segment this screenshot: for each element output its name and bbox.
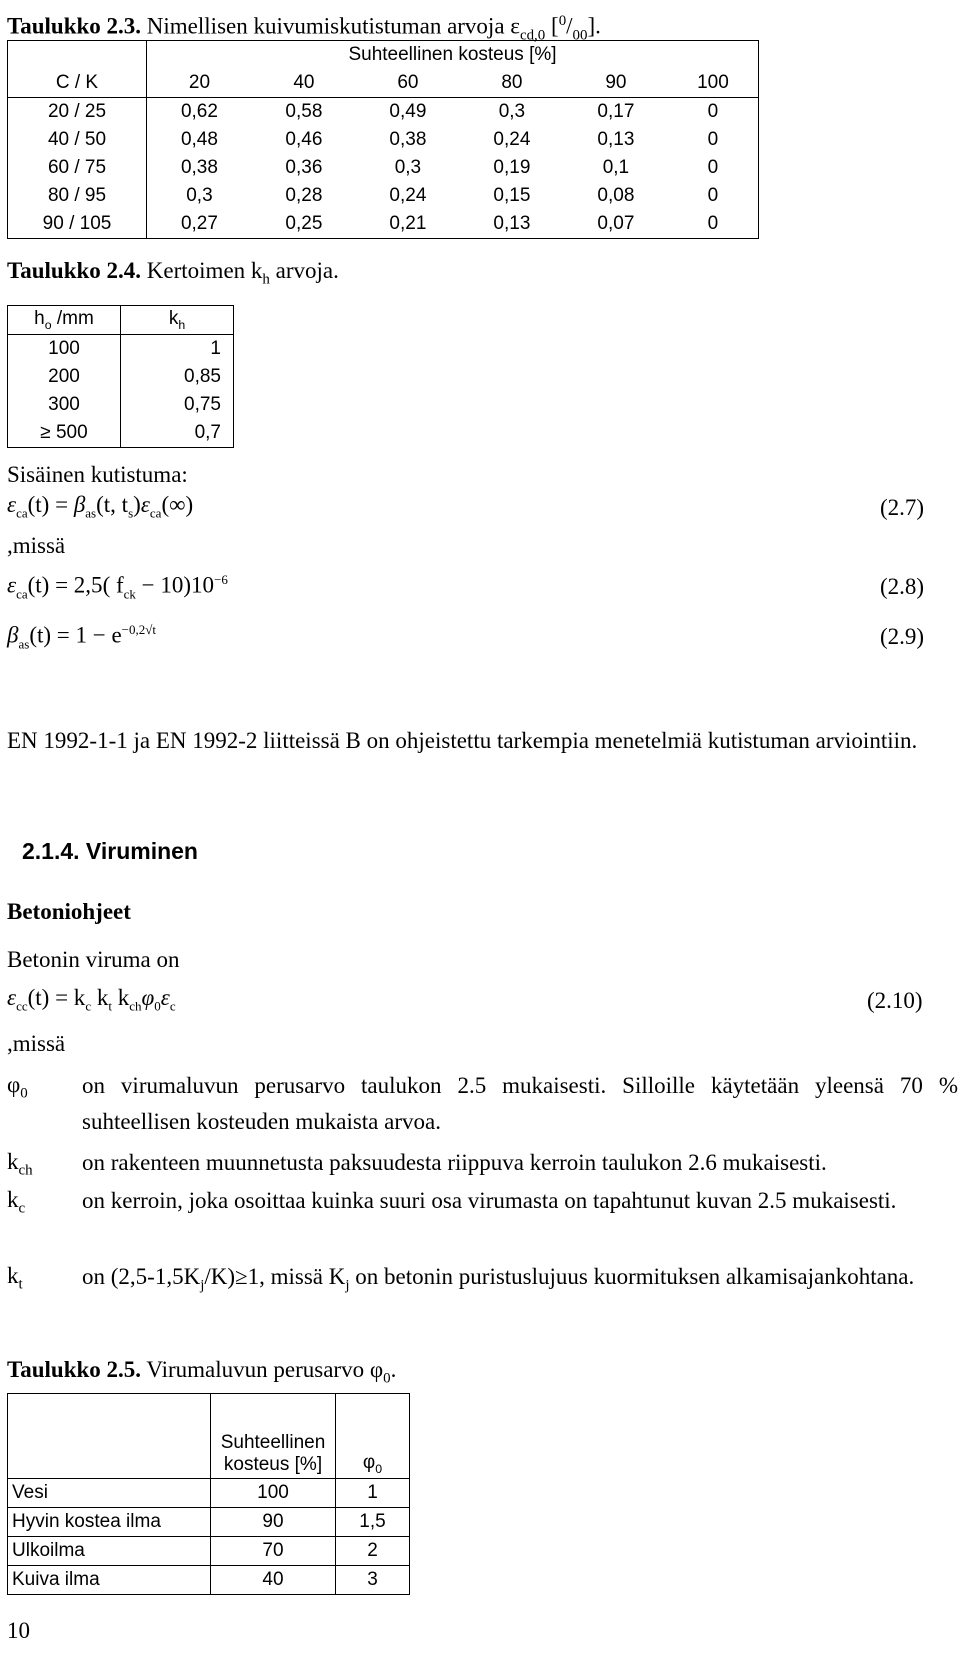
table-row [8, 1537, 410, 1566]
row-class-cell: 60 / 75 [8, 154, 147, 182]
header-phi0: $\varphi_0$ [336, 1394, 410, 1479]
phi-cell: 1 [336, 1479, 410, 1508]
row-class-cell: 40 / 50 [8, 126, 147, 154]
name-cell: Kuiva ilma [8, 1566, 211, 1595]
def-symbol-phi0: $\varphi_0$ [7, 1072, 28, 1102]
h-cell: ≥ 500 [8, 419, 121, 448]
h-cell: 200 [8, 363, 121, 391]
col-header-humidity: 80 [460, 69, 564, 98]
phi-cell: 1,5 [336, 1508, 410, 1537]
table-row [8, 1479, 410, 1508]
equation-2-9-number: (2.9) [880, 624, 925, 649]
table-2-4 [7, 305, 234, 448]
page-number: 10 [7, 1618, 30, 1643]
value-cell: 0,58 [285, 101, 323, 122]
table-row [8, 419, 234, 448]
value-cell: 0,13 [597, 129, 635, 150]
table-row [8, 154, 759, 182]
value-cell: 0,13 [493, 213, 531, 234]
subheading-betoniohjeet: Betoniohjeet [7, 899, 131, 924]
h-cell: 100 [8, 335, 121, 364]
def-symbol-kch: $k_{ch}$ [7, 1149, 33, 1179]
equation-2-8: $\varepsilon_{ca}(t) = 2,5$( $f_{ck} - 10)10^{-6}$ [7, 572, 228, 602]
value-cell: 0,19 [493, 157, 531, 178]
table-row [8, 98, 759, 127]
en-reference-paragraph: EN 1992-1-1 ja EN 1992-2 liitteissä B on ohjeistettu tarkempia menetelmiä kutistuman arviointiin. [7, 728, 918, 753]
value-cell: 0 [707, 157, 719, 178]
header-empty [8, 1394, 211, 1479]
phi-cell: 2 [336, 1537, 410, 1566]
table-row [8, 126, 759, 154]
row-class-cell: 80 / 95 [8, 182, 147, 210]
table-row [8, 363, 234, 391]
value-cell: 0,27 [180, 213, 218, 234]
equation-2-10: $\varepsilon_{cc}(t) = k_c$ $k_t$ $k_{ch}\varphi_0\varepsilon_c$ [7, 985, 176, 1014]
value-cell: 0,07 [597, 213, 635, 234]
humidity-cell: 100 [211, 1479, 336, 1508]
row-class-cell: 90 / 105 [8, 210, 147, 239]
caption-subscript: h [262, 271, 270, 288]
value-cell: 0,24 [493, 129, 531, 150]
value-cell: 0,3 [394, 157, 422, 178]
value-cell: 0 [707, 213, 719, 234]
value-cell: 0,48 [180, 129, 218, 150]
equation-2-10-number: (2.10) [867, 988, 923, 1013]
col-header-humidity: 40 [252, 69, 356, 98]
value-cell: 0,08 [597, 185, 635, 206]
h-cell: 300 [8, 391, 121, 419]
equation-2-7: $\varepsilon_{ca}(t) = \beta_{as}(t$, $t_s)\varepsilon_{ca}(\infty)$ [7, 492, 194, 521]
def-text-kc: on kerroin, joka osoittaa kuinka suuri osa virumasta on tapahtunut kuvan 2.5 mukaisesti. [82, 1188, 897, 1213]
value-cell: 0,17 [597, 101, 635, 122]
k-cell: 0,7 [194, 422, 221, 443]
value-cell: 0,3 [186, 185, 213, 206]
caption-label: Taulukko 2.4. [7, 258, 142, 283]
caption-bracket: [ [551, 13, 559, 39]
value-cell: 0,28 [285, 185, 323, 206]
caption-text: Kertoimen k [146, 258, 263, 283]
value-cell: 0,24 [389, 185, 427, 206]
value-cell: 0 [707, 101, 719, 122]
col-header-humidity: 100 [668, 69, 759, 98]
equation-2-8-number: (2.8) [880, 574, 925, 599]
name-cell: Vesi [8, 1479, 211, 1508]
row-class-cell: 20 / 25 [8, 98, 147, 127]
value-cell: 0,49 [389, 101, 427, 122]
def-symbol-kt: $k_t$ [7, 1263, 23, 1293]
caption-slash: / [566, 13, 573, 39]
caption-sup: 0 [558, 13, 567, 29]
def-text-kch: on rakenteen muunnetusta paksuudesta riippuva kerroin taulukon 2.6 mukaisesti. [82, 1150, 827, 1175]
col-header-humidity: 20 [147, 69, 252, 98]
def-symbol-kc: $k_c$ [7, 1187, 26, 1217]
value-cell: 0,46 [285, 129, 323, 150]
value-cell: 0,1 [602, 157, 630, 178]
col-header-class: C / K [8, 69, 147, 98]
table-2-4-caption [7, 257, 339, 294]
table-row [8, 335, 234, 364]
caption-label: Taulukko 2.5. [7, 1357, 142, 1382]
equation-2-9: $\beta_{as}(t) = 1 - e^{-0,2√t}$ [7, 622, 156, 652]
table-row [8, 210, 759, 239]
caption-tail: arvoja. [275, 258, 339, 283]
caption-text: Virumaluvun perusarvo φ [146, 1357, 384, 1382]
table-row [8, 1566, 410, 1595]
table-row [8, 182, 759, 210]
shrinkage-heading: Sisäinen kutistuma: [7, 462, 188, 487]
humidity-cell: 90 [211, 1508, 336, 1537]
caption-subscript: 0 [383, 1370, 391, 1387]
name-cell: Ulkoilma [8, 1537, 211, 1566]
def-text-kt: on $(2,5-1,5K_j/K)\ge 1$, missä $K_j$ on betonin puristuslujuus kuormituksen alkamisajankohtana. [82, 1264, 915, 1294]
table-row [8, 1508, 410, 1537]
value-cell: 0,62 [180, 101, 218, 122]
value-cell: 0 [707, 185, 719, 206]
missa-1: ,missä [7, 533, 66, 558]
humidity-cell: 40 [211, 1566, 336, 1595]
caption-text: Nimellisen kuivumiskutistuman arvoja ε [146, 13, 520, 39]
value-cell: 0 [707, 129, 719, 150]
value-cell: 0,15 [493, 185, 531, 206]
value-cell: 0,38 [389, 129, 427, 150]
table-2-5-caption [7, 1356, 396, 1393]
k-cell: 0,85 [184, 366, 221, 387]
creep-intro: Betonin viruma on [7, 947, 180, 972]
table-corner [8, 41, 147, 70]
table-2-3 [7, 40, 759, 239]
phi-cell: 3 [336, 1566, 410, 1595]
table-2-5 [7, 1393, 410, 1595]
caption-label: Taulukko 2.3. [7, 13, 142, 39]
caption-subscript: cd,0 [519, 27, 546, 44]
value-cell: 0,36 [285, 157, 323, 178]
caption-tail: . [390, 1357, 397, 1382]
value-cell: 0,21 [389, 213, 427, 234]
name-cell: Hyvin kostea ilma [8, 1508, 211, 1537]
group-header: Suhteellinen kosteus [%] [348, 44, 557, 65]
humidity-cell: 70 [211, 1537, 336, 1566]
k-cell: 0,75 [184, 394, 221, 415]
h-header: $h_o$ /mm [8, 306, 121, 335]
caption-sub2: 00 [572, 27, 588, 44]
equation-2-7-number: (2.7) [880, 495, 925, 520]
value-cell: 0,25 [285, 213, 323, 234]
caption-bracket-end: ]. [587, 13, 601, 39]
value-cell: 0,3 [498, 101, 526, 122]
k-header: $k_h$ [121, 306, 234, 335]
missa-2: ,missä [7, 1031, 66, 1056]
table-row [8, 391, 234, 419]
section-heading-2-1-4: 2.1.4. Viruminen [22, 838, 198, 864]
header-humidity: Suhteellinen kosteus [%] [211, 1394, 336, 1479]
k-cell: 1 [210, 338, 221, 359]
col-header-humidity: 60 [356, 69, 460, 98]
def-text-phi0: on virumaluvun perusarvo taulukon 2.5 mukaisesti. Silloille käytetään yleensä 70 % suhteellisen kosteuden mukaista arvoa. [82, 1073, 958, 1134]
col-header-humidity: 90 [564, 69, 668, 98]
value-cell: 0,38 [180, 157, 218, 178]
